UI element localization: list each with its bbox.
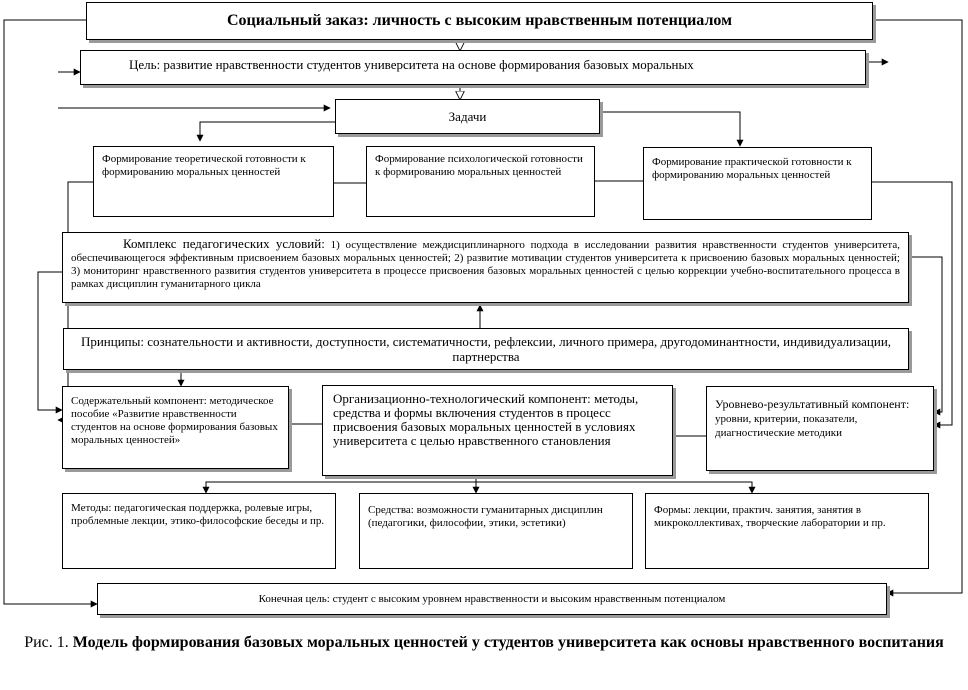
- social-order-label: Социальный заказ:: [226, 12, 369, 29]
- level-result-component-box: [706, 386, 934, 471]
- goal-box: [80, 50, 866, 85]
- content-component-text: методическое пособие «Развитие нравственности студентов на основе формирования базовых моральных ценностей»: [71, 395, 278, 446]
- content-component-label: Содержательный компонент:: [71, 395, 207, 407]
- methods-box: [62, 493, 336, 569]
- principles-text: сознательности и активности, доступности, систематичности, рефлексии, личного примера, другодоминантности, индивидуализации, партнерства: [143, 334, 892, 364]
- level-result-component-label: Уровнево-результативный компонент:: [715, 397, 910, 411]
- methods-text: Методы: педагогическая поддержка, ролевые игры, проблемные лекции, этико-философские беседы и пр.: [71, 502, 325, 527]
- org-tech-component-box: [322, 385, 673, 476]
- forms-text: Формы: лекции, практич. занятия, занятия в микроколлективах, творческие лаборатории и пр.: [654, 504, 886, 529]
- figure-caption: [20, 632, 948, 654]
- pedagogical-conditions-box: [62, 232, 909, 303]
- forms-box: [645, 493, 929, 569]
- theoretical-readiness-box: [93, 146, 334, 217]
- psychological-readiness-text: Формирование психологической готовности к формированию моральных ценностей: [375, 153, 583, 178]
- figure-caption-title: Модель формирования базовых моральных ценностей у студентов университета как основы нравственного воспитания: [72, 634, 944, 651]
- means-text: Средства: возможности гуманитарных дисциплин (педагогики, философии, этики, эстетики): [368, 504, 603, 529]
- principles-label: Принципы:: [80, 334, 144, 349]
- level-result-component-text: уровни, критерии, показатели, диагностические методики: [715, 413, 858, 439]
- practical-readiness-text: Формирование практической готовности к формированию моральных ценностей: [652, 156, 852, 181]
- social-order-box: [86, 2, 873, 40]
- goal-text: Цель: развитие нравственности студентов университета на основе формирования базовых моральных: [129, 57, 694, 72]
- content-component-box: [62, 386, 289, 469]
- final-goal-text: Конечная цель: студент с высоким уровнем нравственности и высоким нравственным потенциалом: [258, 592, 726, 605]
- figure-caption-prefix: Рис. 1.: [24, 634, 73, 651]
- tasks-box: [335, 99, 600, 134]
- org-tech-component-text: методы, средства и формы включения студентов в процесс присвоения базовых моральных ценностей в условиях университета с целью нравственного становления: [333, 391, 639, 448]
- principles-box: [63, 328, 909, 370]
- theoretical-readiness-text: Формирование теоретической готовности к формированию моральных ценностей: [102, 153, 306, 178]
- practical-readiness-box: [643, 147, 872, 220]
- org-tech-component-label: Организационно-технологический компонент:: [333, 391, 591, 406]
- final-goal-box: [97, 583, 887, 615]
- pedagogical-conditions-text: 1) осуществление междисциплинарного подхода в исследовании развития нравственности студентов университета, обеспечивающегося эффективным присвоением базовых моральных ценностей; 2) развитие мотивации студентов университета к присвоению базовых моральных ценностей; 3) мониторинг нравственного развития студентов университета в процессе присвоения базовых моральных ценностей с целью коррекции учебно-воспитательного процесса в рамках дисциплин гуманитарного цикла: [71, 239, 901, 290]
- tasks-text: Задачи: [448, 109, 487, 124]
- social-order-text: личность с высоким нравственным потенциалом: [368, 12, 733, 29]
- psychological-readiness-box: [366, 146, 595, 217]
- pedagogical-conditions-label: Комплекс педагогических условий:: [123, 236, 325, 251]
- means-box: [359, 493, 633, 569]
